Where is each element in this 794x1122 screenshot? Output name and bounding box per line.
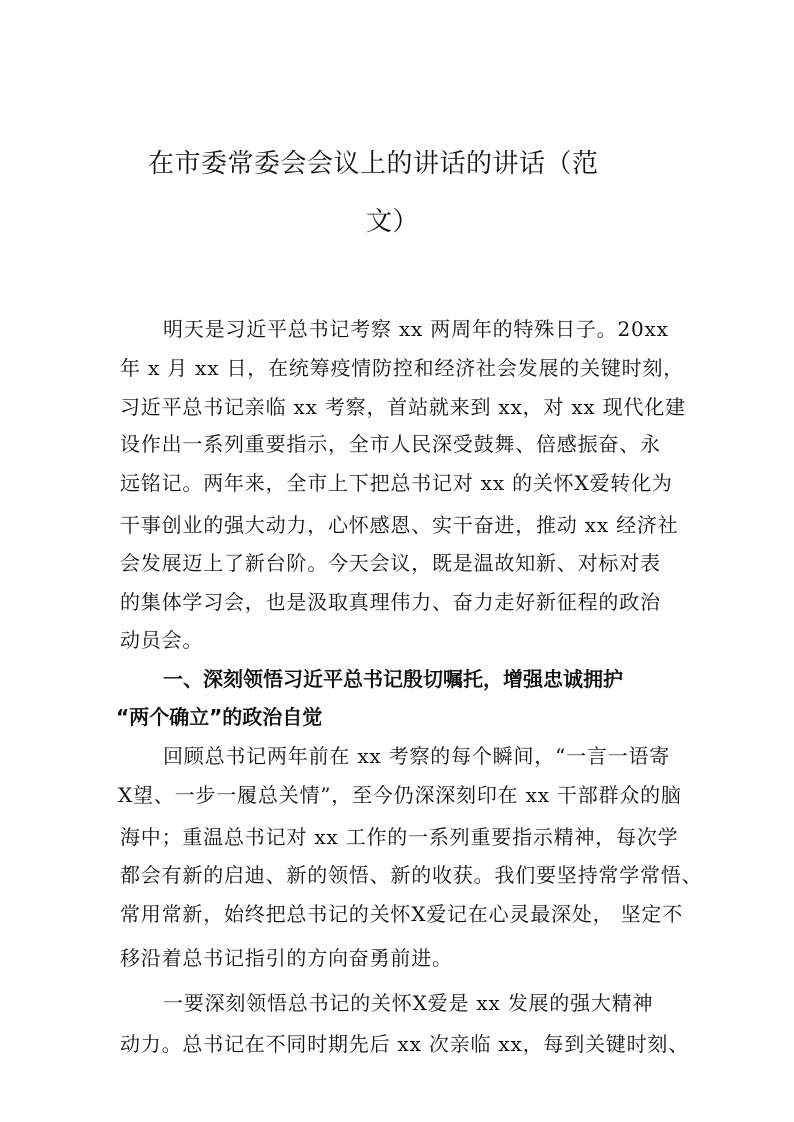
section-heading-line-1: 一、深刻领悟习近平总书记殷切嘱托，增强忠诚拥护: [163, 667, 623, 691]
paragraph-1-line-3: 习近平总书记亲临 xx 考察，首站就来到 xx，对 xx 现代化建: [120, 395, 686, 419]
document-title-line-1: 在市委常委会会议上的讲话的讲话（范: [148, 149, 599, 179]
paragraph-1-line-1: 明天是习近平总书记考察 xx 两周年的特殊日子。20xx: [163, 317, 669, 341]
paragraph-3-line-1: 一要深刻领悟总书记的关怀X爱是 xx 发展的强大精神: [163, 991, 654, 1015]
paragraph-2-line-6: 移沿着总书记指引的方向奋勇前进。: [120, 946, 453, 970]
paragraph-1-line-6: 干事创业的强大动力，心怀感恩、实干奋进，推动 xx 经济社: [120, 513, 679, 537]
paragraph-3-line-2: 动力。总书记在不同时期先后 xx 次亲临 xx，每到关键时刻、: [120, 1032, 689, 1056]
document-title-line-2: 文）: [366, 207, 420, 237]
paragraph-1-line-8: 的集体学习会，也是汲取真理伟力、奋力走好新征程的政治: [120, 590, 661, 614]
paragraph-1-line-7: 会发展迈上了新台阶。今天会议，既是温故知新、对标对表: [120, 551, 661, 575]
paragraph-2-line-2: X望、一步一履总关情”，至今仍深深刻印在 xx 干部群众的脑: [118, 783, 682, 807]
paragraph-2-line-5: 常用常新，始终把总书记的关怀X爱记在心灵最深处， 坚定不: [120, 902, 683, 926]
paragraph-1-line-4: 设作出一系列重要指示，全市人民深受鼓舞、倍感振奋、永: [120, 432, 661, 456]
paragraph-1-line-5: 远铭记。两年来，全市上下把总书记对 xx 的关怀X爱转化为: [120, 471, 673, 495]
paragraph-2-line-3: 海中；重温总书记对 xx 工作的一系列重要指示精神，每次学: [120, 825, 679, 849]
paragraph-2-line-1: 回顾总书记两年前在 xx 考察的每个瞬间，“一言一语寄: [163, 744, 671, 768]
paragraph-1-line-2: 年 x 月 xx 日，在统筹疫情防控和经济社会发展的关键时刻，: [120, 356, 685, 380]
section-heading-line-2: “两个确立”的政治自觉: [116, 705, 323, 729]
paragraph-1-line-9: 动员会。: [120, 628, 204, 652]
paragraph-2-line-4: 都会有新的启迪、新的领悟、新的收获。我们要坚持常学常悟、: [120, 863, 703, 887]
